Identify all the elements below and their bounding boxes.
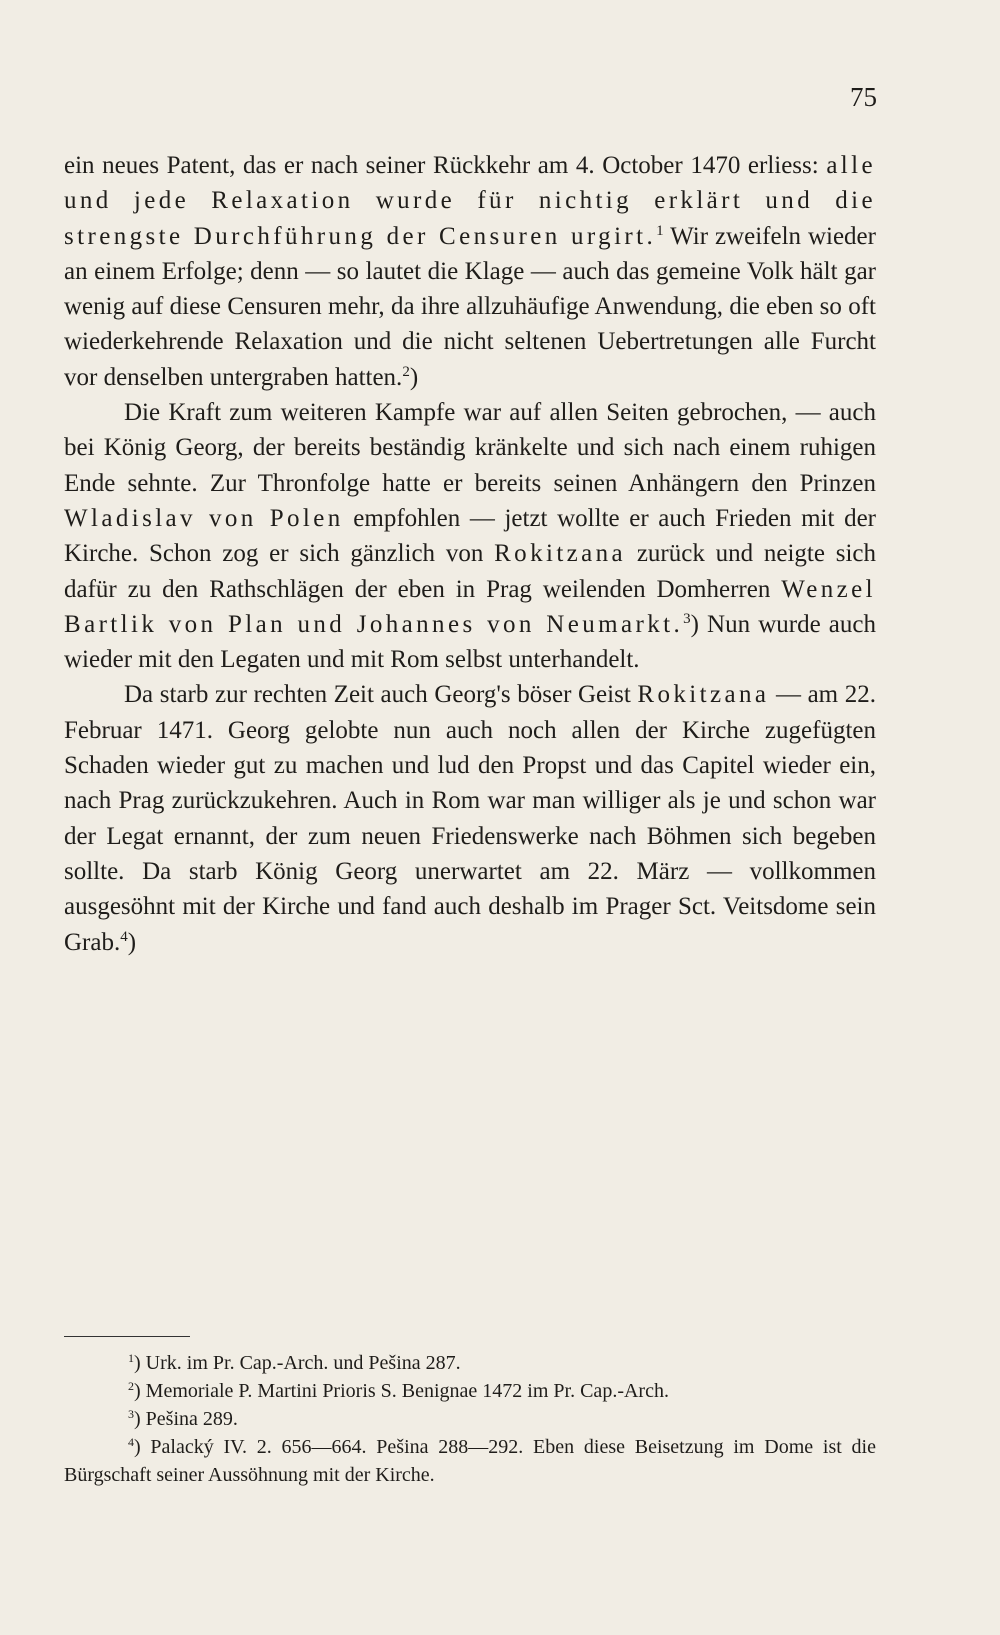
- text-segment: ein neues Patent, das er nach seiner Rückkehr am 4. October 1470 erliess:: [64, 152, 827, 179]
- body-text: [64, 148, 876, 960]
- footnote-text: Pešina 289.: [145, 1408, 238, 1430]
- footnote-text: Urk. im Pr. Cap.-Arch. und Pešina 287.: [145, 1352, 461, 1374]
- text-segment: Die Kraft zum weiteren Kampfe war auf allen Seiten gebrochen, — auch bei König Georg, der bereits beständig kränkelte und sich nach einem ruhigen Ende sehnte. Zur Thronfolge hatte er bereits seinen Anhängern den Prinzen: [64, 399, 876, 497]
- spaced-text-segment: Rokitzana: [494, 540, 627, 568]
- footnote-1: $^1$) Urk. im Pr. Cap.-Arch. und Pešina 287.: [128, 1351, 461, 1374]
- text-segment: — am 22. Februar 1471. Georg gelobte nun auch noch allen der Kirche zugefügten Schaden wieder gut zu machen und lud den Propst und das Capitel wieder ein, nach Prag zurückzukehren. Auch in Rom war man williger als je und schon war der Legat ernannt, der zum neuen Friedenswerke nach Böhmen sich begeben sollte. Da starb König Georg unerwartet am 22. März — vollkommen ausgesöhnt mit der Kirche und fand auch deshalb im Prager Sct. Veitsdome sein Grab.: [64, 681, 876, 956]
- footnote-text: Memoriale P. Martini Prioris S. Benignae 1472 im Pr. Cap.-Arch.: [145, 1380, 669, 1402]
- text-segment: Wir zweifeln wieder an einem Erfolge; denn — so lautet die Klage — auch das gemeine Volk hält gar wenig auf diese Censuren mehr, da ihre allzuhäufige Anwendung, die eben so oft wiederkehrende Relaxation und die nicht seltenen Uebertretungen alle Furcht vor denselben untergraben hatten.: [64, 222, 876, 391]
- footnote-2: $^2$) Memoriale P. Martini Prioris S. Benignae 1472 im Pr. Cap.-Arch.: [128, 1379, 669, 1402]
- footnote-reference: 2: [402, 363, 410, 380]
- footnote-3: $^3$) Pešina 289.: [128, 1407, 238, 1430]
- footnote-mark: 1: [128, 1351, 134, 1365]
- footnote-reference: 3: [683, 610, 691, 627]
- paragraph-2: Die Kraft zum weiteren Kampfe war auf allen Seiten gebrochen, — auch bei König Georg, der bereits beständig kränkelte und sich nach einem ruhigen Ende sehnte. Zur Thronfolge hatte er bereits seinen Anhängern den Prinzen Wladislav von Polen empfohlen — jetzt wollte er auch Frieden mit der Kirche. Schon zog er sich gänzlich von Rokitzana zurück und neigte sich dafür zu den Rathschlägen der eben in Prag weilenden Domherren Wenzel Bartlik von Plan und Johannes von Neumarkt.$^3$) Nun wurde auch wieder mit den Legaten und mit Rom selbst unterhandelt.: [64, 399, 877, 674]
- spaced-text-segment: Rokitzana: [637, 681, 770, 709]
- footnote-reference: 4: [120, 928, 128, 945]
- text-segment: Da starb zur rechten Zeit auch Georg's böser Geist: [124, 681, 638, 709]
- spaced-text-segment: Wenzel Bartlik von Plan und Johannes von Neumarkt.: [64, 575, 876, 638]
- footnotes: [64, 1336, 876, 1489]
- footnote-text: Palacký IV. 2. 656—664. Pešina 288—292. Eben diese Beisetzung im Dome ist die Bürgschaft seiner Aussöhnung mit der Kirche.: [64, 1436, 876, 1486]
- footnote-mark: 3: [128, 1407, 134, 1421]
- footnote-mark: 2: [128, 1379, 134, 1393]
- footnote-rule: [64, 1336, 190, 1337]
- spaced-text-segment: Wladislav von Polen: [64, 504, 344, 532]
- footnote-reference: 1: [656, 222, 664, 239]
- text-segment: empfohlen — jetzt wollte er auch Frieden mit der Kirche. Schon zog er sich gänzlich von: [64, 504, 877, 568]
- paragraph-1: ein neues Patent, das er nach seiner Rückkehr am 4. October 1470 erliess: alle und jede Relaxation wurde für nichtig erklärt und die strengste Durchführung der Censuren urgirt.$^1$ Wir zweifeln wieder an einem Erfolge; denn — so lautet die Klage — auch das gemeine Volk hält gar wenig auf diese Censuren mehr, da ihre allzuhäufige Anwendung, die eben so oft wiederkehrende Relaxation und die nicht seltenen Uebertretungen alle Furcht vor denselben untergraben hatten.$^2$): [64, 152, 876, 391]
- footnote-4: $^4$) Palacký IV. 2. 656—664. Pešina 288—292. Eben diese Beisetzung im Dome ist die Bürgschaft seiner Aussöhnung mit der Kirche.: [64, 1435, 876, 1486]
- paragraph-3: Da starb zur rechten Zeit auch Georg's böser Geist Rokitzana — am 22. Februar 1471. Georg gelobte nun auch noch allen der Kirche zugefügten Schaden wieder gut zu machen und lud den Propst und das Capitel wieder ein, nach Prag zurückzukehren. Auch in Rom war man williger als je und schon war der Legat ernannt, der zum neuen Friedenswerke nach Böhmen sich begeben sollte. Da starb König Georg unerwartet am 22. März — vollkommen ausgesöhnt mit der Kirche und fand auch deshalb im Prager Sct. Veitsdome sein Grab.$^4$): [64, 681, 876, 956]
- text-segment: zurück und neigte sich dafür zu den Rathschlägen der eben in Prag weilenden Domherren: [64, 540, 876, 603]
- footnote-mark: 4: [128, 1435, 134, 1449]
- spaced-text-segment: alle und jede Relaxation wurde für nichtig erklärt und die strengste Durchführung der Censuren urgirt.: [64, 152, 876, 250]
- text-segment: Nun wurde auch wieder mit den Legaten und mit Rom selbst unterhandelt.: [64, 610, 876, 674]
- page-number: 75: [850, 82, 877, 112]
